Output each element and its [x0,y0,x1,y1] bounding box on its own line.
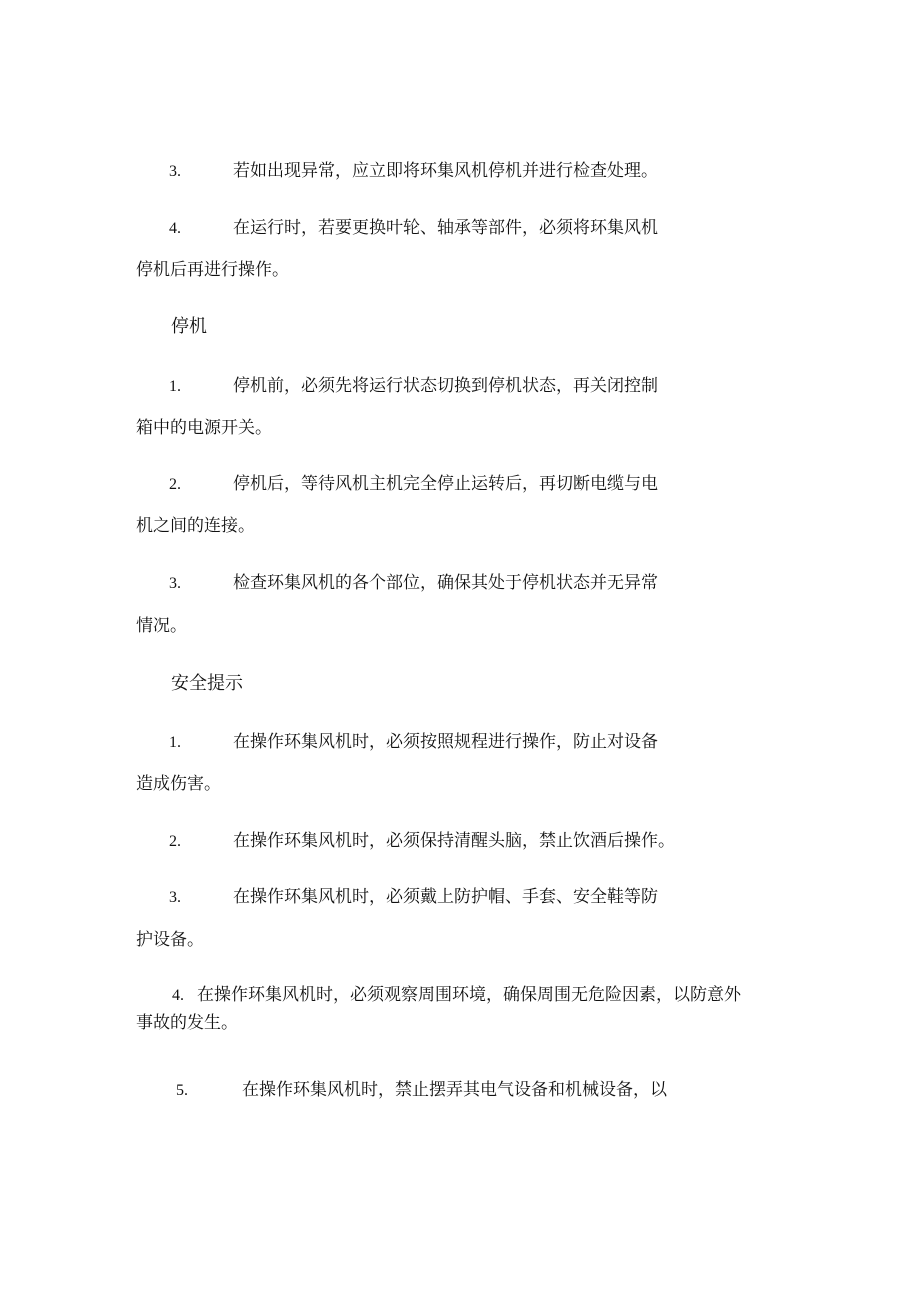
item-number: 2. [169,833,181,850]
item-text-continuation: 机之间的连接。 [136,516,255,536]
item-text-continuation: 情况。 [136,616,187,636]
item-number: 3. [169,163,181,180]
item-text: 在操作环集风机时，禁止摆弄其电气设备和机械设备，以 [242,1080,667,1100]
item-text: 检查环集风机的各个部位，确保其处于停机状态并无异常 [233,573,658,593]
item-text: 在操作环集风机时，必须戴上防护帽、手套、安全鞋等防 [233,887,658,907]
item-number: 4. [169,220,181,237]
item-number: 3. [169,575,181,592]
section-heading-safety: 安全提示 [171,673,243,694]
item-text: 在操作环集风机时，必须观察周围环境，确保周围无危险因素，以防意外 [197,985,741,1005]
item-text-continuation: 造成伤害。 [136,774,221,794]
item-text: 在运行时，若要更换叶轮、轴承等部件，必须将环集风机 [233,218,658,238]
item-text-continuation: 停机后再进行操作。 [136,260,289,280]
item-number: 1. [169,378,181,395]
item-text-continuation: 事故的发生。 [136,1013,238,1033]
item-text: 在操作环集风机时，必须按照规程进行操作，防止对设备 [233,732,658,752]
item-text: 停机前，必须先将运行状态切换到停机状态，再关闭控制 [233,376,658,396]
item-number: 5. [176,1082,188,1099]
item-text: 若如出现异常，应立即将环集风机停机并进行检查处理。 [233,161,658,181]
item-text-continuation: 箱中的电源开关。 [136,418,272,438]
item-number: 3. [169,889,181,906]
item-number: 2. [169,476,181,493]
section-heading-shutdown: 停机 [171,316,207,337]
item-text: 在操作环集风机时，必须保持清醒头脑，禁止饮酒后操作。 [233,831,675,851]
item-number: 4. [172,987,184,1004]
item-text-continuation: 护设备。 [136,930,204,950]
item-text: 停机后，等待风机主机完全停止运转后，再切断电缆与电 [233,474,658,494]
item-number: 1. [169,734,181,751]
